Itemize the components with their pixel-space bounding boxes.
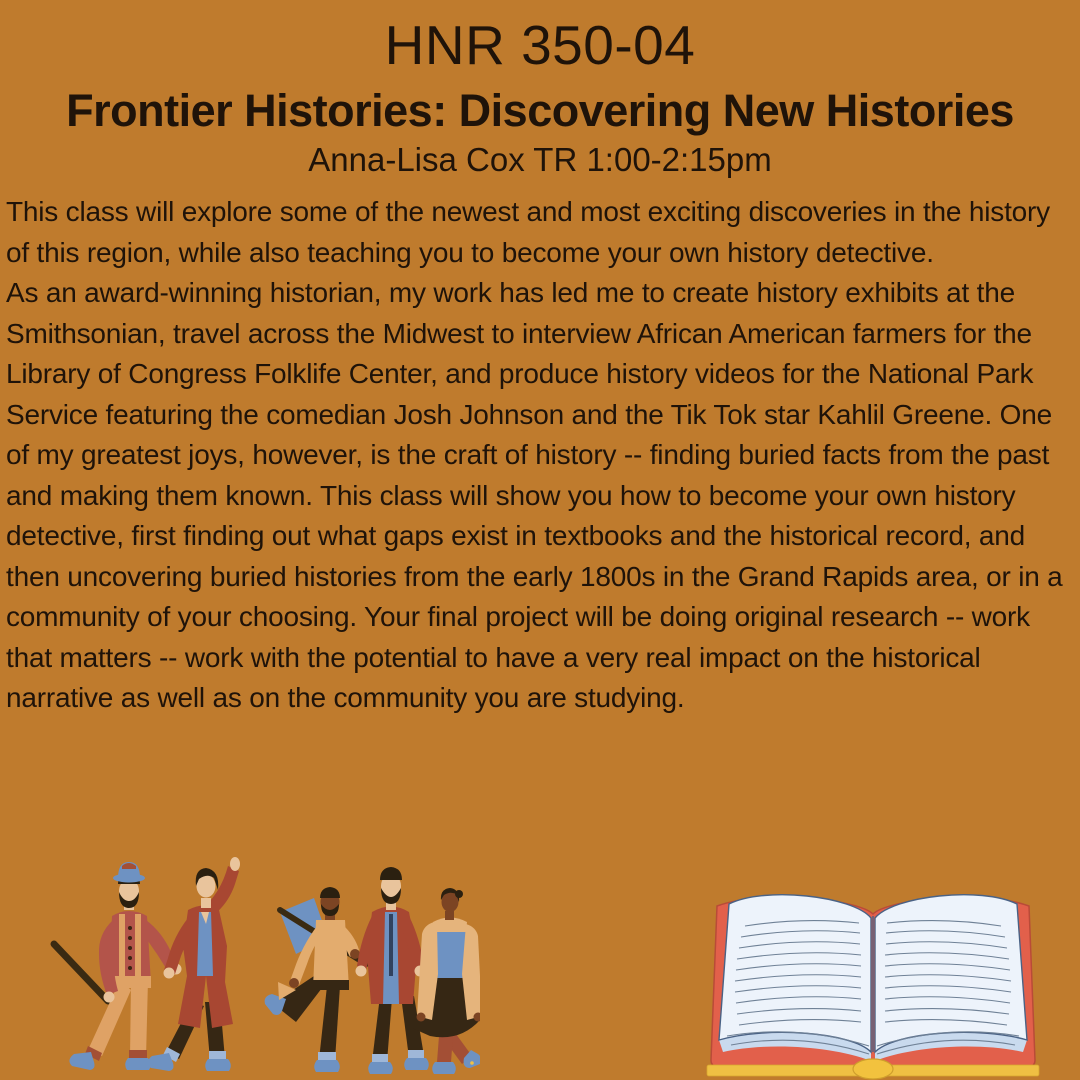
figure-coat-woman [412,888,480,1074]
instructor-schedule: Anna-Lisa Cox TR 1:00-2:15pm [308,140,772,178]
figure-bundle-man [265,887,366,1072]
header [0,14,1080,178]
description-paragraph-1: This class will explore some of the newest and most exciting discoveries in the history of this region, while also teaching you to become your own history detective. [6,196,1050,268]
illustration-layer [0,848,1080,1080]
pioneers-walking-illustration [28,854,480,1080]
description-paragraph-2: As an award-winning historian, my work has led me to create history exhibits at the Smithsonian, travel across the Midwest to interview African American farmers for the Library of Congress Folklife Center, and produce history videos for the National Park Service featuring the comedian Josh Johnson and the Tik Tok star Kahlil Greene. One of my greatest joys, however, is the craft of history -- finding buried facts from the past and making them known. This class will show you how to become your own history detective, first finding out what gaps exist in textbooks and the historical record, and then uncovering buried histories from the early 1800s in the Grand Rapids area, or in a community of your choosing. Your final project will be doing original research -- work that matters -- work with the potential to have a very real impact on the historical narrative as well as on the community you are studying. [6,277,1063,714]
course-title: Frontier Histories: Discovering New Histories [66,85,1014,137]
course-code: HNR 350-04 [384,14,696,76]
open-book-illustration [700,874,1046,1080]
course-description [0,192,1080,719]
figure-raised-arm-man [148,857,240,1071]
figure-tall-bearded-man [356,867,429,1074]
figure-hat-man [54,862,182,1070]
